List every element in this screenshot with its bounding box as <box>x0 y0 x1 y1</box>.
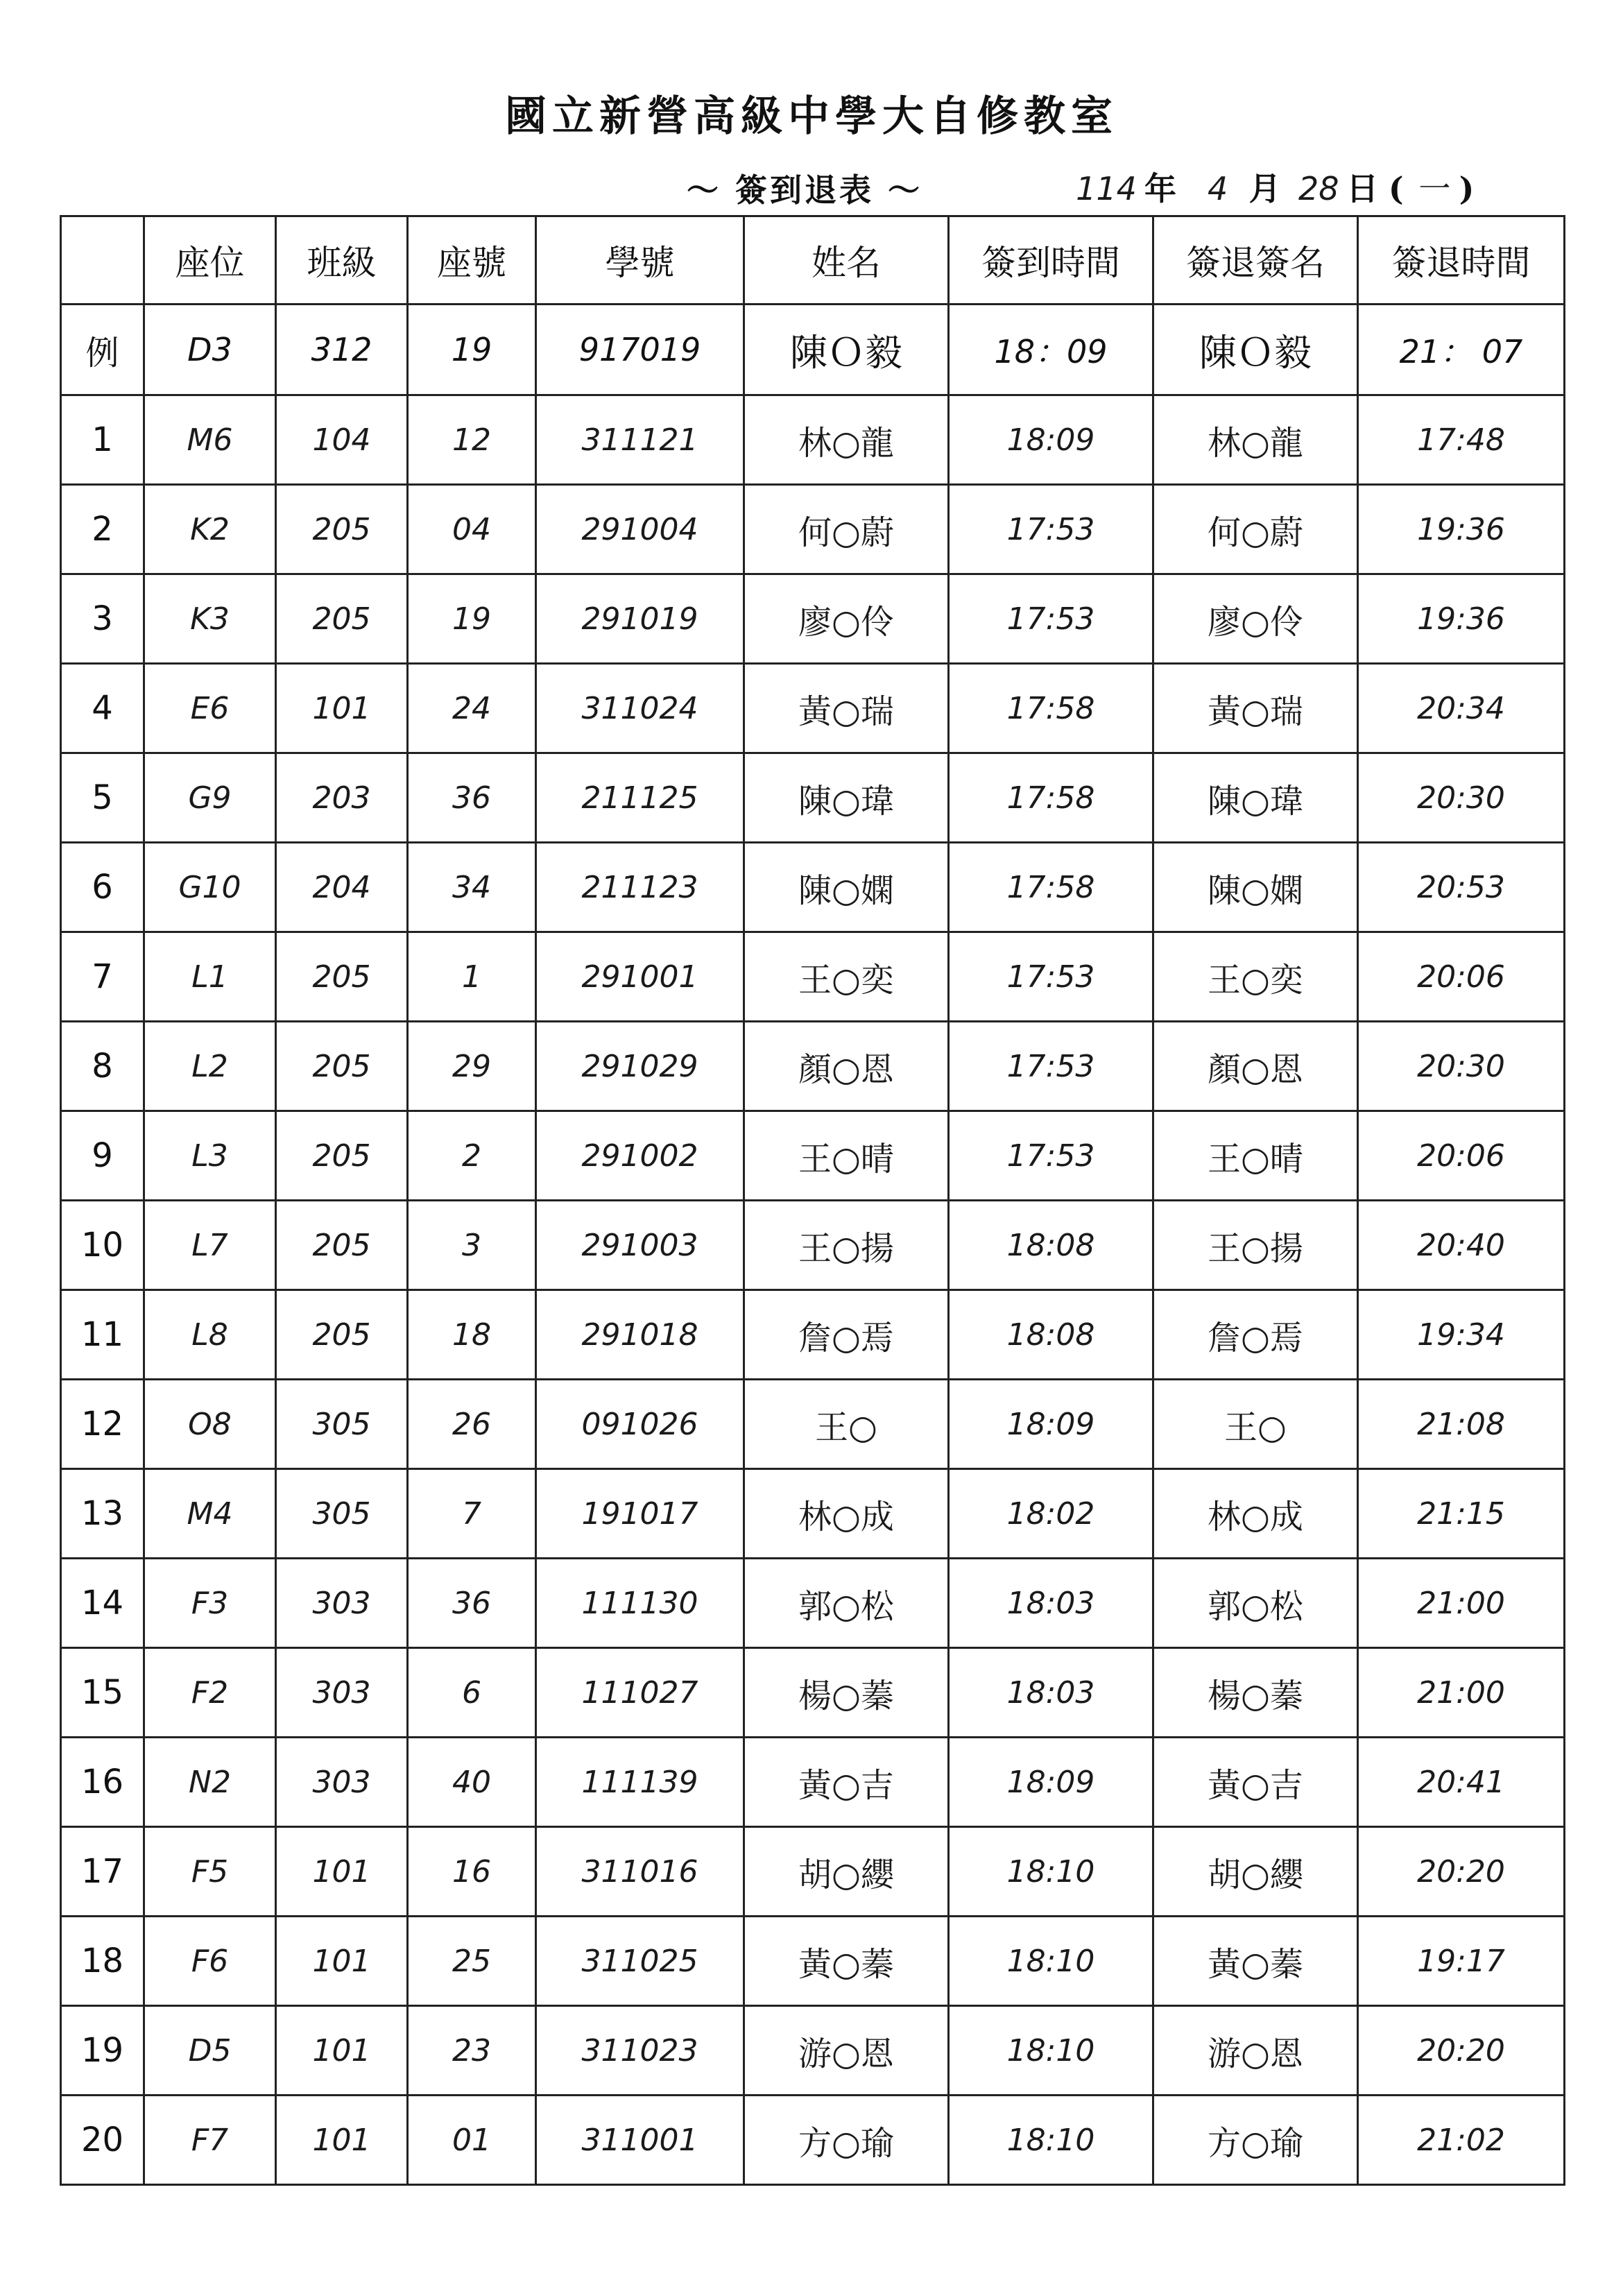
column-header-name: 姓名 <box>744 216 949 305</box>
table-row <box>61 1648 1565 1738</box>
sign-out-time-cell: 19:36 <box>1358 485 1565 574</box>
date-weekday-open: ( <box>1388 170 1404 207</box>
seat-no-cell: 1 <box>408 932 536 1022</box>
sign-out-time-cell: 20:41 <box>1358 1738 1565 1827</box>
example-student-id: 917019 <box>536 305 744 395</box>
sign-out-time-cell: 20:06 <box>1358 1111 1565 1201</box>
seat-no-cell: 36 <box>408 1559 536 1648</box>
student-id-cell: 111027 <box>536 1648 744 1738</box>
name-cell: 黃○瑞 <box>744 664 949 753</box>
name-cell: 王○奕 <box>744 932 949 1022</box>
seat-no-cell: 12 <box>408 395 536 485</box>
sign-in-time-cell: 17:58 <box>949 664 1153 753</box>
sign-out-time-cell: 19:17 <box>1358 1917 1565 2006</box>
column-header-seat-no: 座號 <box>408 216 536 305</box>
row-number-cell: 1 <box>61 395 144 485</box>
name-cell: 王○揚 <box>744 1201 949 1290</box>
table-row <box>61 2006 1565 2096</box>
name-cell: 林○龍 <box>744 395 949 485</box>
sign-out-name-cell: 王○ <box>1153 1380 1358 1469</box>
student-id-cell: 191017 <box>536 1469 744 1559</box>
sign-in-time-cell: 18:09 <box>949 395 1153 485</box>
student-id-cell: 291003 <box>536 1201 744 1290</box>
sign-out-time-cell: 21:00 <box>1358 1648 1565 1738</box>
name-cell: 顏○恩 <box>744 1022 949 1111</box>
class-cell: 303 <box>276 1738 408 1827</box>
table-row <box>61 843 1565 932</box>
name-cell: 黃○蓁 <box>744 1917 949 2006</box>
page-title: 國立新營高級中學大自修教室 <box>505 92 1118 141</box>
sign-out-name-cell: 王○奕 <box>1153 932 1358 1022</box>
date-day-value: 28 <box>1298 170 1339 207</box>
row-number-cell: 7 <box>61 932 144 1022</box>
sign-out-time-cell: 20:20 <box>1358 1827 1565 1917</box>
table-row <box>61 1201 1565 1290</box>
table-row <box>61 1917 1565 2006</box>
class-cell: 205 <box>276 1201 408 1290</box>
name-cell: 何○蔚 <box>744 485 949 574</box>
name-cell: 郭○松 <box>744 1559 949 1648</box>
date-year-label: 年 <box>1144 170 1176 207</box>
column-header-index <box>61 216 144 305</box>
row-number-cell: 8 <box>61 1022 144 1111</box>
class-cell: 204 <box>276 843 408 932</box>
sign-out-time-cell: 17:48 <box>1358 395 1565 485</box>
row-number-cell: 4 <box>61 664 144 753</box>
column-header-sign-out-time: 簽退時間 <box>1358 216 1565 305</box>
class-cell: 303 <box>276 1648 408 1738</box>
column-header-sign-out-name: 簽退簽名 <box>1153 216 1358 305</box>
seat-no-cell: 34 <box>408 843 536 932</box>
sign-in-time-cell: 17:58 <box>949 843 1153 932</box>
sign-in-table <box>60 215 1565 2186</box>
sign-in-time-cell: 17:53 <box>949 574 1153 664</box>
sign-in-time-cell: 18:10 <box>949 2006 1153 2096</box>
table-row <box>61 932 1565 1022</box>
table-row <box>61 574 1565 664</box>
column-header-student-id: 學號 <box>536 216 744 305</box>
student-id-cell: 211125 <box>536 753 744 843</box>
sign-in-time-cell: 18:08 <box>949 1290 1153 1380</box>
column-header-class: 班級 <box>276 216 408 305</box>
name-cell: 陳○瑋 <box>744 753 949 843</box>
seat-cell: G10 <box>144 843 276 932</box>
table-row <box>61 664 1565 753</box>
student-id-cell: 311023 <box>536 2006 744 2096</box>
seat-no-cell: 6 <box>408 1648 536 1738</box>
example-seat-no: 19 <box>408 305 536 395</box>
seat-no-cell: 18 <box>408 1290 536 1380</box>
date-line <box>1068 164 1474 209</box>
class-cell: 205 <box>276 932 408 1022</box>
sign-out-name-cell: 郭○松 <box>1153 1559 1358 1648</box>
page-subtitle: ～ 簽到退表 ～ <box>687 171 923 209</box>
seat-no-cell: 01 <box>408 2096 536 2185</box>
student-id-cell: 311025 <box>536 1917 744 2006</box>
class-cell: 101 <box>276 1827 408 1917</box>
sign-in-time-cell: 17:53 <box>949 485 1153 574</box>
sign-out-name-cell: 何○蔚 <box>1153 485 1358 574</box>
seat-no-cell: 23 <box>408 2006 536 2096</box>
seat-cell: F7 <box>144 2096 276 2185</box>
date-year-value: 114 <box>1076 170 1137 207</box>
row-number-cell: 16 <box>61 1738 144 1827</box>
seat-cell: K2 <box>144 485 276 574</box>
table-row <box>61 1111 1565 1201</box>
row-number-cell: 14 <box>61 1559 144 1648</box>
seat-no-cell: 36 <box>408 753 536 843</box>
sign-in-time-cell: 17:58 <box>949 753 1153 843</box>
sign-in-time-cell: 18:09 <box>949 1380 1153 1469</box>
sign-out-time-cell: 21:02 <box>1358 2096 1565 2185</box>
table-row <box>61 1738 1565 1827</box>
class-cell: 205 <box>276 1290 408 1380</box>
sign-out-time-cell: 21:00 <box>1358 1559 1565 1648</box>
name-cell: 王○晴 <box>744 1111 949 1201</box>
example-row <box>61 305 1565 395</box>
row-number-cell: 10 <box>61 1201 144 1290</box>
sign-in-time-cell: 18:10 <box>949 1917 1153 2006</box>
class-cell: 101 <box>276 664 408 753</box>
sign-out-name-cell: 林○成 <box>1153 1469 1358 1559</box>
example-name: 陳Ｏ毅 <box>744 305 949 395</box>
class-cell: 303 <box>276 1559 408 1648</box>
sign-in-time-cell: 18:09 <box>949 1738 1153 1827</box>
name-cell: 王○ <box>744 1380 949 1469</box>
date-month-label: 月 <box>1248 170 1281 207</box>
sign-out-time-cell: 20:06 <box>1358 932 1565 1022</box>
sign-out-time-cell: 20:30 <box>1358 1022 1565 1111</box>
sign-out-time-cell: 21:15 <box>1358 1469 1565 1559</box>
seat-no-cell: 7 <box>408 1469 536 1559</box>
seat-cell: E6 <box>144 664 276 753</box>
class-cell: 305 <box>276 1380 408 1469</box>
seat-cell: N2 <box>144 1738 276 1827</box>
example-sign-in-time: 18：09 <box>949 305 1153 395</box>
row-number-cell: 12 <box>61 1380 144 1469</box>
row-number-cell: 17 <box>61 1827 144 1917</box>
row-number-cell: 3 <box>61 574 144 664</box>
sign-in-time-cell: 18:10 <box>949 2096 1153 2185</box>
seat-cell: K3 <box>144 574 276 664</box>
seat-no-cell: 26 <box>408 1380 536 1469</box>
seat-cell: G9 <box>144 753 276 843</box>
sign-in-time-cell: 18:02 <box>949 1469 1153 1559</box>
example-sign-out-time: 21： 07 <box>1358 305 1565 395</box>
date-weekday-value: 一 <box>1415 170 1448 207</box>
sign-out-name-cell: 廖○伶 <box>1153 574 1358 664</box>
seat-cell: M4 <box>144 1469 276 1559</box>
sign-out-time-cell: 20:53 <box>1358 843 1565 932</box>
sign-out-name-cell: 詹○焉 <box>1153 1290 1358 1380</box>
student-id-cell: 111139 <box>536 1738 744 1827</box>
student-id-cell: 291029 <box>536 1022 744 1111</box>
student-id-cell: 291001 <box>536 932 744 1022</box>
sign-out-name-cell: 黃○瑞 <box>1153 664 1358 753</box>
table-row <box>61 395 1565 485</box>
sign-out-time-cell: 20:40 <box>1358 1201 1565 1290</box>
name-cell: 黃○吉 <box>744 1738 949 1827</box>
class-cell: 205 <box>276 1022 408 1111</box>
row-number-cell: 6 <box>61 843 144 932</box>
seat-cell: L2 <box>144 1022 276 1111</box>
seat-cell: F6 <box>144 1917 276 2006</box>
seat-no-cell: 16 <box>408 1827 536 1917</box>
example-label: 例 <box>61 305 144 395</box>
table-row <box>61 753 1565 843</box>
seat-no-cell: 24 <box>408 664 536 753</box>
table-header-row <box>61 216 1565 305</box>
example-class: 312 <box>276 305 408 395</box>
sign-in-time-cell: 18:03 <box>949 1648 1153 1738</box>
sign-in-time-cell: 18:03 <box>949 1559 1153 1648</box>
class-cell: 205 <box>276 485 408 574</box>
row-number-cell: 11 <box>61 1290 144 1380</box>
student-id-cell: 291019 <box>536 574 744 664</box>
student-id-cell: 311121 <box>536 395 744 485</box>
name-cell: 游○恩 <box>744 2006 949 2096</box>
sign-in-time-cell: 18:08 <box>949 1201 1153 1290</box>
name-cell: 胡○纓 <box>744 1827 949 1917</box>
sign-out-time-cell: 20:20 <box>1358 2006 1565 2096</box>
row-number-cell: 19 <box>61 2006 144 2096</box>
seat-no-cell: 29 <box>408 1022 536 1111</box>
table-row <box>61 1469 1565 1559</box>
sign-out-name-cell: 陳○瑋 <box>1153 753 1358 843</box>
student-id-cell: 311016 <box>536 1827 744 1917</box>
seat-cell: L1 <box>144 932 276 1022</box>
seat-cell: D5 <box>144 2006 276 2096</box>
table-row <box>61 1022 1565 1111</box>
class-cell: 205 <box>276 1111 408 1201</box>
table-row <box>61 1290 1565 1380</box>
student-id-cell: 291002 <box>536 1111 744 1201</box>
sign-in-time-cell: 17:53 <box>949 1022 1153 1111</box>
name-cell: 楊○蓁 <box>744 1648 949 1738</box>
sign-out-name-cell: 楊○蓁 <box>1153 1648 1358 1738</box>
sign-out-time-cell: 20:30 <box>1358 753 1565 843</box>
seat-no-cell: 19 <box>408 574 536 664</box>
sign-out-time-cell: 19:34 <box>1358 1290 1565 1380</box>
sign-out-name-cell: 林○龍 <box>1153 395 1358 485</box>
name-cell: 詹○焉 <box>744 1290 949 1380</box>
date-month-value: 4 <box>1207 170 1228 207</box>
sign-out-name-cell: 黃○蓁 <box>1153 1917 1358 2006</box>
seat-no-cell: 40 <box>408 1738 536 1827</box>
seat-cell: L7 <box>144 1201 276 1290</box>
sign-in-time-cell: 17:53 <box>949 932 1153 1022</box>
row-number-cell: 20 <box>61 2096 144 2185</box>
seat-cell: L8 <box>144 1290 276 1380</box>
name-cell: 廖○伶 <box>744 574 949 664</box>
seat-no-cell: 25 <box>408 1917 536 2006</box>
student-id-cell: 291004 <box>536 485 744 574</box>
row-number-cell: 15 <box>61 1648 144 1738</box>
example-sign-out-name: 陳Ｏ毅 <box>1153 305 1358 395</box>
row-number-cell: 18 <box>61 1917 144 2006</box>
class-cell: 104 <box>276 395 408 485</box>
class-cell: 203 <box>276 753 408 843</box>
table-row <box>61 485 1565 574</box>
class-cell: 205 <box>276 574 408 664</box>
row-number-cell: 2 <box>61 485 144 574</box>
date-day-label: 日 <box>1346 170 1379 207</box>
sign-out-name-cell: 顏○恩 <box>1153 1022 1358 1111</box>
date-weekday-close: ) <box>1459 170 1475 207</box>
student-id-cell: 211123 <box>536 843 744 932</box>
seat-no-cell: 04 <box>408 485 536 574</box>
student-id-cell: 091026 <box>536 1380 744 1469</box>
class-cell: 305 <box>276 1469 408 1559</box>
seat-cell: M6 <box>144 395 276 485</box>
seat-cell: F5 <box>144 1827 276 1917</box>
sign-out-time-cell: 19:36 <box>1358 574 1565 664</box>
row-number-cell: 5 <box>61 753 144 843</box>
student-id-cell: 291018 <box>536 1290 744 1380</box>
sign-in-time-cell: 17:53 <box>949 1111 1153 1201</box>
sign-out-name-cell: 方○瑜 <box>1153 2096 1358 2185</box>
sign-out-name-cell: 游○恩 <box>1153 2006 1358 2096</box>
sign-out-name-cell: 王○揚 <box>1153 1201 1358 1290</box>
seat-cell: O8 <box>144 1380 276 1469</box>
seat-cell: L3 <box>144 1111 276 1201</box>
row-number-cell: 13 <box>61 1469 144 1559</box>
row-number-cell: 9 <box>61 1111 144 1201</box>
column-header-sign-in-time: 簽到時間 <box>949 216 1153 305</box>
seat-no-cell: 2 <box>408 1111 536 1201</box>
class-cell: 101 <box>276 2006 408 2096</box>
name-cell: 陳○嫻 <box>744 843 949 932</box>
table-row <box>61 1827 1565 1917</box>
class-cell: 101 <box>276 2096 408 2185</box>
class-cell: 101 <box>276 1917 408 2006</box>
sign-out-name-cell: 黃○吉 <box>1153 1738 1358 1827</box>
sign-out-time-cell: 21:08 <box>1358 1380 1565 1469</box>
name-cell: 林○成 <box>744 1469 949 1559</box>
name-cell: 方○瑜 <box>744 2096 949 2185</box>
table-row <box>61 1559 1565 1648</box>
student-id-cell: 311024 <box>536 664 744 753</box>
seat-cell: F2 <box>144 1648 276 1738</box>
sign-out-name-cell: 王○晴 <box>1153 1111 1358 1201</box>
seat-no-cell: 3 <box>408 1201 536 1290</box>
table-row <box>61 2096 1565 2185</box>
table-row <box>61 1380 1565 1469</box>
sign-out-name-cell: 胡○纓 <box>1153 1827 1358 1917</box>
sign-out-name-cell: 陳○嫻 <box>1153 843 1358 932</box>
column-header-seat: 座位 <box>144 216 276 305</box>
student-id-cell: 311001 <box>536 2096 744 2185</box>
example-seat: D3 <box>144 305 276 395</box>
student-id-cell: 111130 <box>536 1559 744 1648</box>
sign-out-time-cell: 20:34 <box>1358 664 1565 753</box>
sign-in-time-cell: 18:10 <box>949 1827 1153 1917</box>
seat-cell: F3 <box>144 1559 276 1648</box>
